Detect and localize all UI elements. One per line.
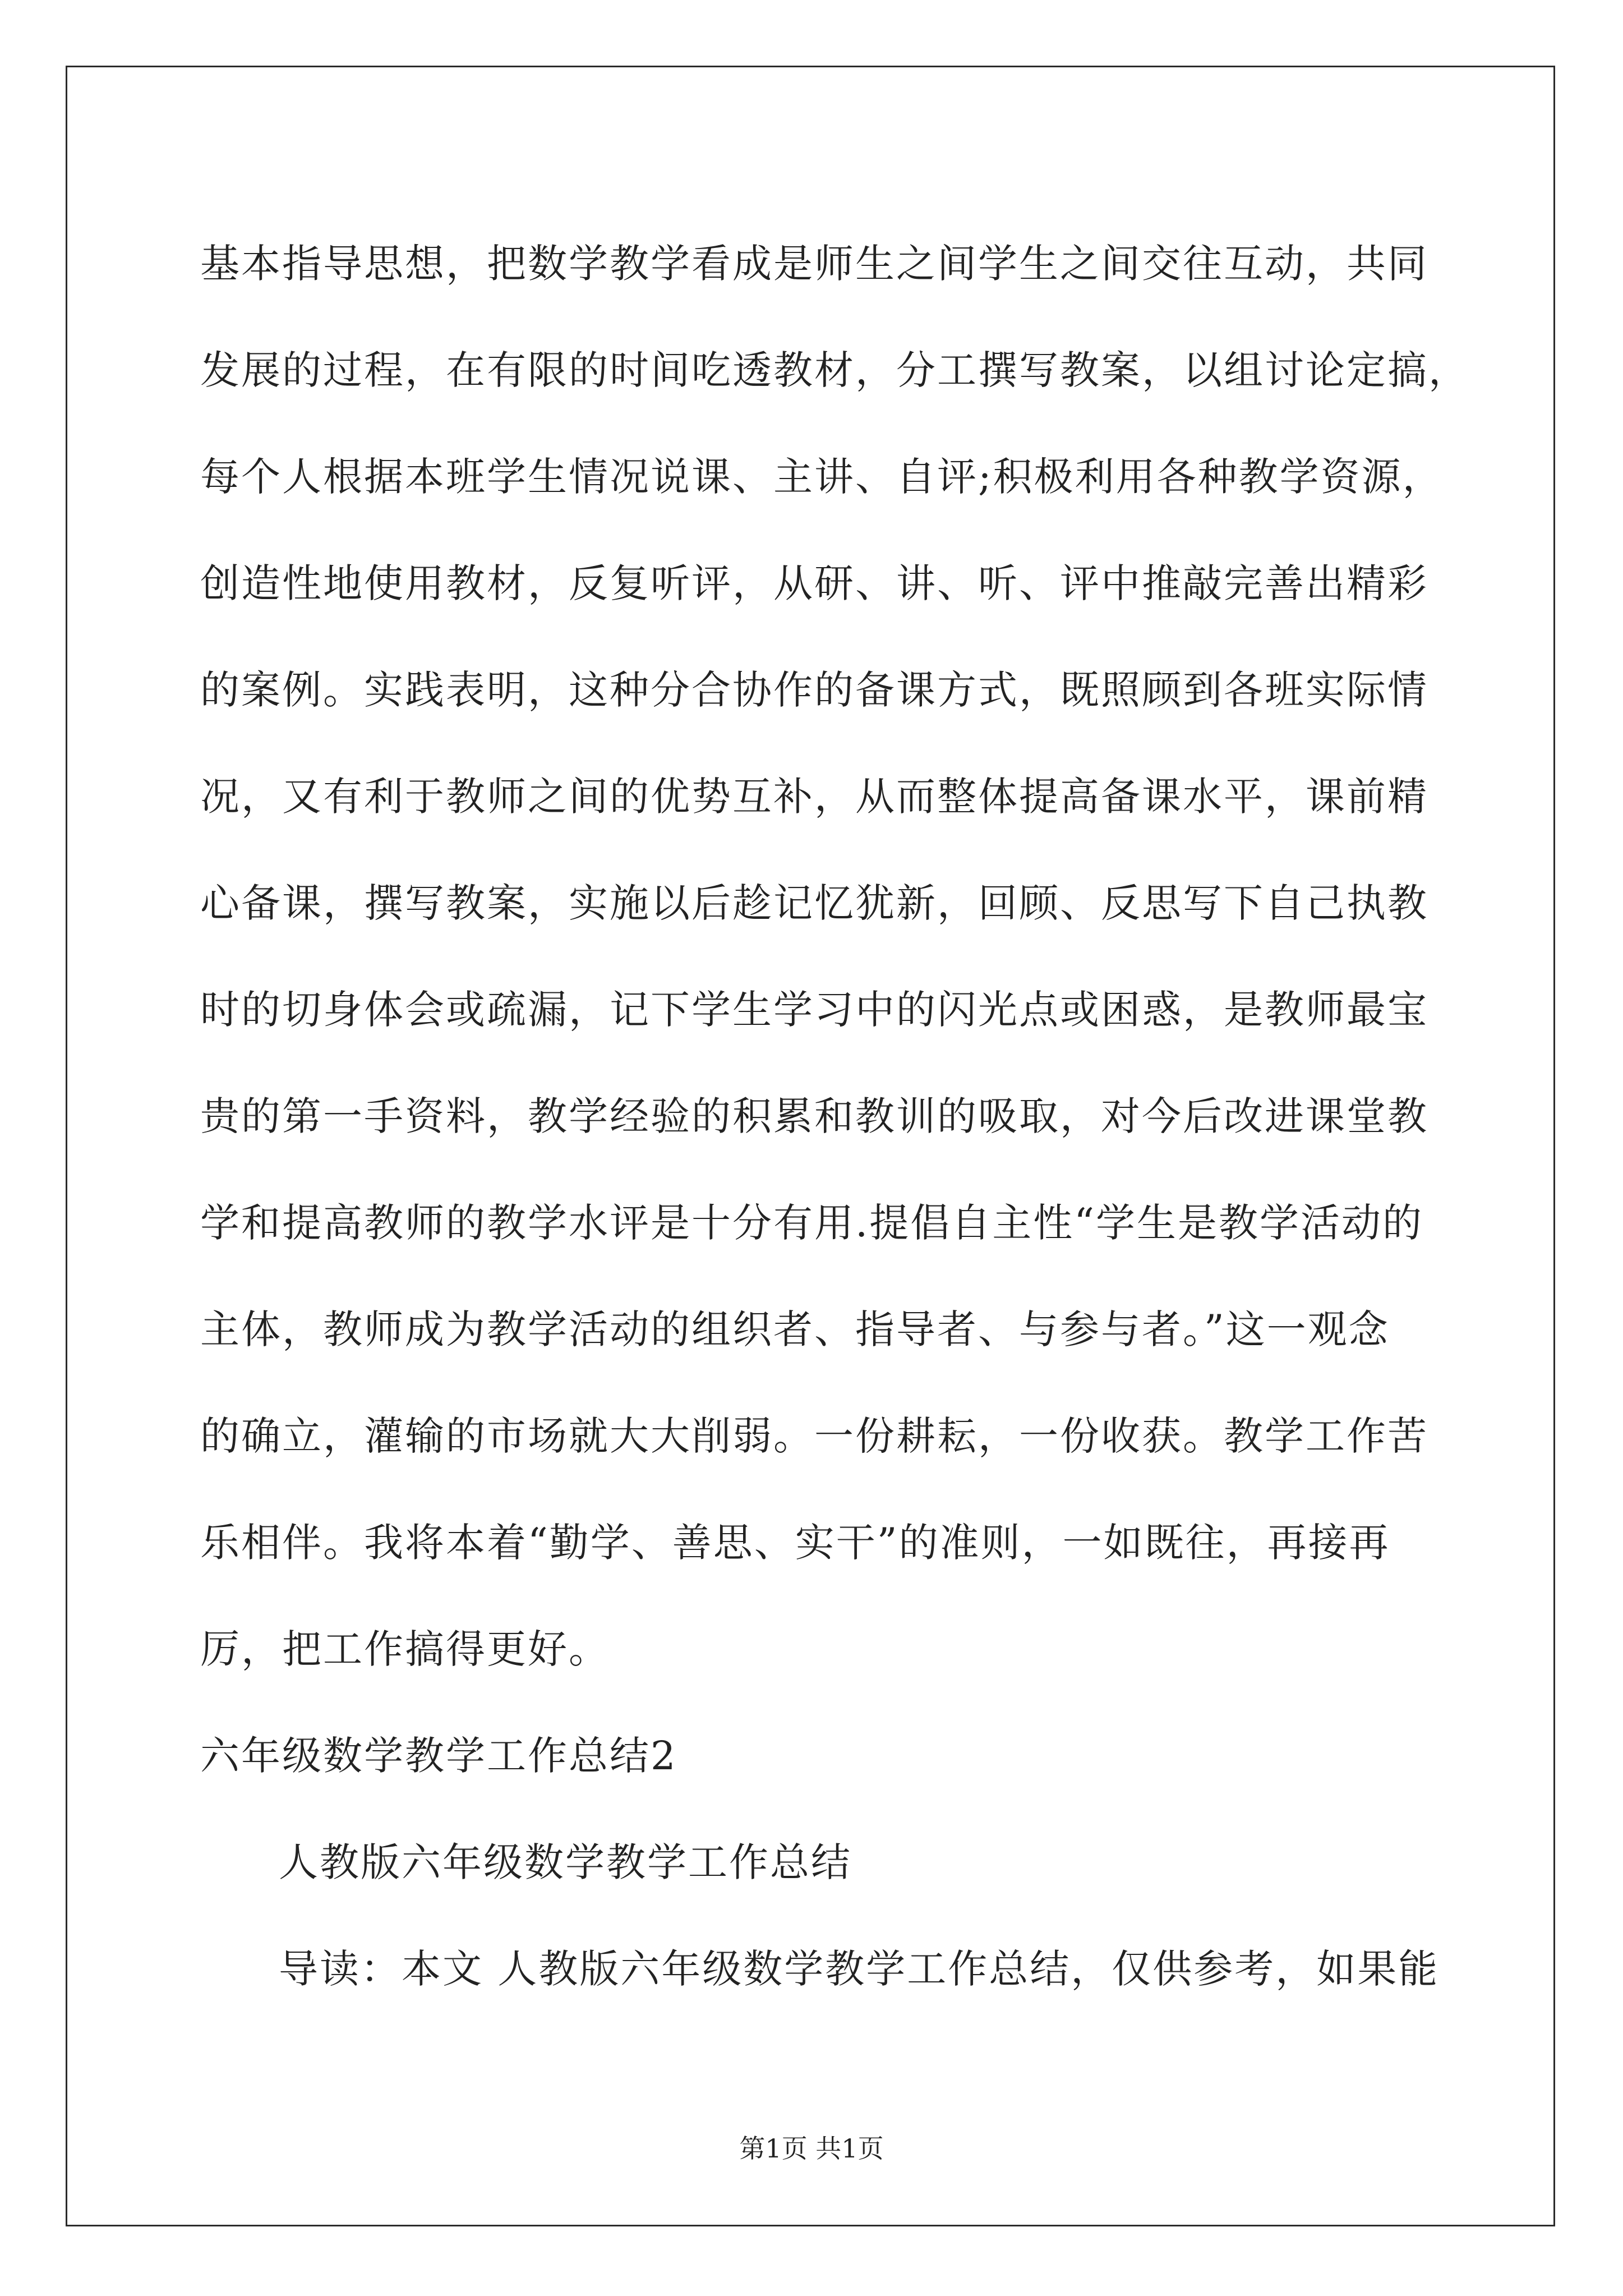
paragraph-line-1: 基本指导思想，把数学教学看成是师生之间学生之间交往互动，共同 (200, 241, 1428, 287)
paragraph-line-6: 况，又有利于教师之间的优势互补，从而整体提高备课水平，课前精 (200, 774, 1428, 820)
intro-line: 导读：本文 人教版六年级数学教学工作总结，仅供参考，如果能 (279, 1946, 1440, 1992)
article-subtitle: 人教版六年级数学教学工作总结 (279, 1839, 852, 1885)
section-heading: 六年级数学教学工作总结2 (200, 1733, 677, 1779)
document-body (200, 210, 1469, 2022)
paragraph-line-7: 心备课，撰写教案，实施以后趁记忆犹新，回顾、反思写下自己执教 (200, 880, 1428, 926)
page-footer: 第1页 共1页 (739, 2133, 884, 2164)
paragraph-line-10: 学和提高教师的教学水评是十分有用.提倡自主性“学生是教学活动的 (200, 1200, 1424, 1246)
paragraph-line-13: 乐相伴。我将本着“勤学、善思、实干”的准则，一如既往，再接再 (200, 1520, 1390, 1566)
paragraph-line-5: 的案例。实践表明，这种分合协作的备课方式，既照顾到各班实际情 (200, 667, 1428, 713)
paragraph-line-14: 厉，把工作搞得更好。 (200, 1626, 610, 1672)
paragraph-line-2: 发展的过程，在有限的时间吃透教材，分工撰写教案，以组讨论定搞， (200, 347, 1469, 393)
paragraph-line-4: 创造性地使用教材，反复听评，从研、讲、听、评中推敲完善出精彩 (200, 560, 1428, 606)
paragraph-line-12: 的确立，灌输的市场就大大削弱。一份耕耘，一份收获。教学工作苦 (200, 1413, 1428, 1459)
paragraph-line-9: 贵的第一手资料，教学经验的积累和教训的吸取，对今后改进课堂教 (200, 1093, 1428, 1139)
paragraph-line-3: 每个人根据本班学生情况说课、主讲、自评;积极利用各种教学资源， (200, 454, 1444, 500)
paragraph-line-8: 时的切身体会或疏漏，记下学生学习中的闪光点或困惑，是教师最宝 (200, 987, 1428, 1033)
paragraph-line-11: 主体，教师成为教学活动的组织者、指导者、与参与者。”这一观念 (200, 1306, 1390, 1352)
